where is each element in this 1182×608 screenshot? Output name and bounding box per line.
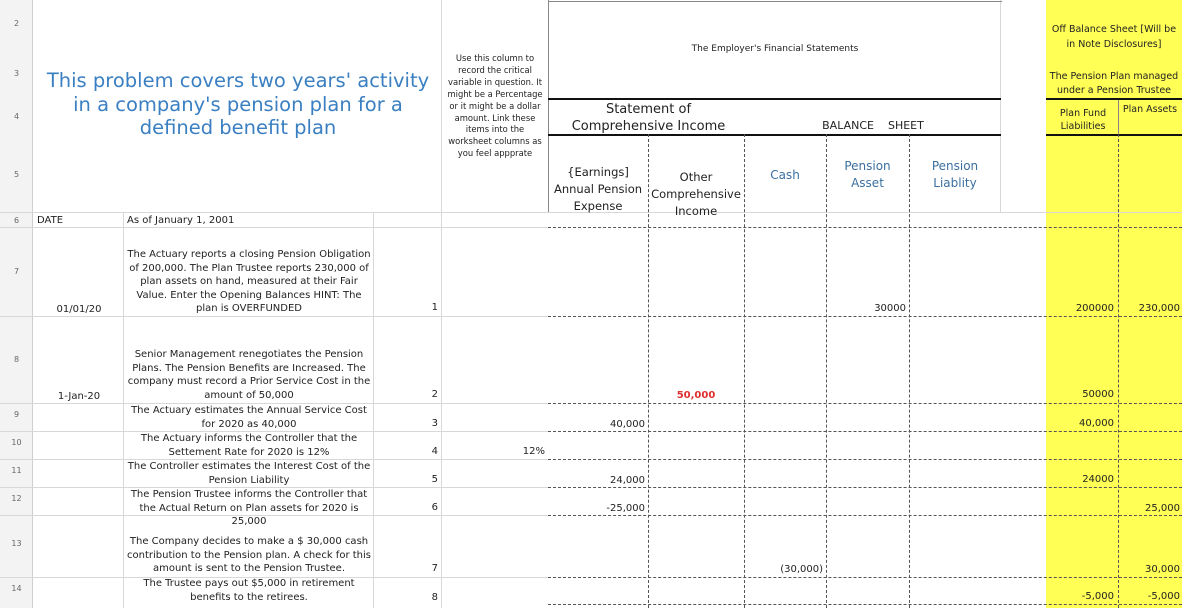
row-step[interactable]: 7 — [431, 563, 438, 574]
row-description[interactable]: The Controller estimates the Interest Cost of the Pension Liability — [127, 461, 371, 486]
row-step[interactable]: 8 — [431, 592, 438, 603]
row-number[interactable]: 13 — [11, 539, 22, 548]
cell-plan-assets[interactable]: 30,000 — [1145, 564, 1180, 575]
cell-plan-liabilities[interactable]: 40,000 — [1079, 418, 1114, 429]
row-number[interactable]: 6 — [13, 216, 20, 225]
col-header-plan-assets: Plan Assets — [1122, 104, 1178, 115]
cell-plan-assets[interactable]: 25,000 — [1145, 503, 1180, 514]
row-number[interactable]: 10 — [11, 438, 22, 447]
row-step[interactable]: 1 — [431, 302, 438, 313]
row-description[interactable]: The Actuary informs the Controller that the Settement Rate for 2020 is 12% — [140, 433, 358, 458]
pension-trustee-header: The Pension Plan managed under a Pension Trustee — [1049, 71, 1179, 96]
cell-plan-liabilities[interactable]: 50000 — [1082, 389, 1114, 400]
cell-expense[interactable]: 24,000 — [610, 475, 645, 486]
row-number[interactable]: 5 — [13, 170, 20, 179]
cell-expense[interactable]: -25,000 — [606, 503, 645, 514]
cell-expense[interactable]: 40,000 — [610, 419, 645, 430]
col-header-cash: Cash — [770, 168, 800, 182]
cell-plan-liabilities[interactable]: 200000 — [1075, 303, 1114, 314]
col-header-expense: {Earnings] Annual Pension Expense — [553, 165, 643, 213]
row-date[interactable]: 01/01/20 — [56, 304, 102, 315]
row-number[interactable]: 7 — [13, 267, 20, 276]
cell-note-value[interactable]: 12% — [522, 446, 545, 457]
row-number[interactable]: 8 — [13, 355, 20, 364]
row-date[interactable]: 1-Jan-20 — [57, 391, 101, 402]
row-description[interactable]: The Trustee pays out $5,000 in retirement benefits to the retirees. — [143, 578, 355, 603]
employer-statements-header: The Employer's Financial Statements — [691, 44, 859, 54]
row-step[interactable]: 3 — [431, 418, 438, 429]
col-header-oci: Other Comprehensive Income — [651, 170, 741, 218]
row-description[interactable]: The Company decides to make a $ 30,000 cash contribution to the Pension plan. A check for this amount is sent to the Pension Trustee. — [127, 536, 371, 574]
cell-pension-asset[interactable]: 30000 — [874, 303, 906, 314]
row-number[interactable]: 11 — [11, 466, 22, 475]
as-of-label: As of January 1, 2001 — [127, 215, 235, 226]
problem-title: This problem covers two years' activity in a company's pension plan for a defined benefit plan — [46, 69, 430, 139]
row-number[interactable]: 2 — [13, 19, 20, 28]
row-number-gutter — [0, 0, 33, 608]
row-description[interactable]: The Actuary reports a closing Pension Obligation of 200,000. The Plan Trustee reports 230,000 of plan assets on hand, measured at their Fair Value. Enter the Opening Balances HINT: The plan is OVERFUNDED — [127, 249, 371, 314]
balance-sheet-header: BALANCE SHEET — [822, 119, 924, 132]
row-number[interactable]: 3 — [13, 69, 20, 78]
off-balance-header: Off Balance Sheet [Will be in Note Disclosures] — [1051, 24, 1177, 50]
cell-plan-liabilities[interactable]: 24000 — [1082, 474, 1114, 485]
row-number[interactable]: 4 — [13, 112, 20, 121]
row-description[interactable]: The Pension Trustee informs the Controller that the Actual Return on Plan assets for 2020 is 25,000 — [130, 489, 368, 527]
row-step[interactable]: 6 — [431, 502, 438, 513]
row-description[interactable]: The Actuary estimates the Annual Service Cost for 2020 as 40,000 — [131, 405, 367, 430]
cell-plan-assets[interactable]: -5,000 — [1147, 591, 1180, 602]
col-header-pension-asset: Pension Asset — [844, 159, 891, 190]
row-step[interactable]: 4 — [431, 446, 438, 457]
cell-plan-assets[interactable]: 230,000 — [1138, 303, 1180, 314]
cell-plan-liabilities[interactable]: -5,000 — [1081, 591, 1114, 602]
row-number[interactable]: 9 — [13, 410, 20, 419]
row-number[interactable]: 12 — [11, 494, 22, 503]
cell-cash[interactable]: (30,000) — [780, 564, 823, 575]
cell-oci[interactable]: 50,000 — [676, 390, 716, 401]
row-description[interactable]: Senior Management renegotiates the Pension Plans. The Pension Benefits are Increased. The company must record a Prior Service Cost in the amount of 50,000 — [127, 349, 371, 401]
col-header-pension-liability: Pension Liablity — [931, 159, 979, 190]
soci-header: Statement of Comprehensive Income — [571, 102, 726, 134]
note-column-instructions: Use this column to record the critical variable in question. It might be a Percentage or it might be a dollar amount. Link these items into the worksheet columns as you feel appprate — [447, 53, 543, 159]
row-step[interactable]: 2 — [431, 389, 438, 400]
col-header-plan-liabilities: Plan Fund Liabilities — [1059, 108, 1107, 132]
row-number[interactable]: 14 — [11, 584, 22, 593]
row-step[interactable]: 5 — [431, 474, 438, 485]
date-label: DATE — [37, 215, 64, 226]
